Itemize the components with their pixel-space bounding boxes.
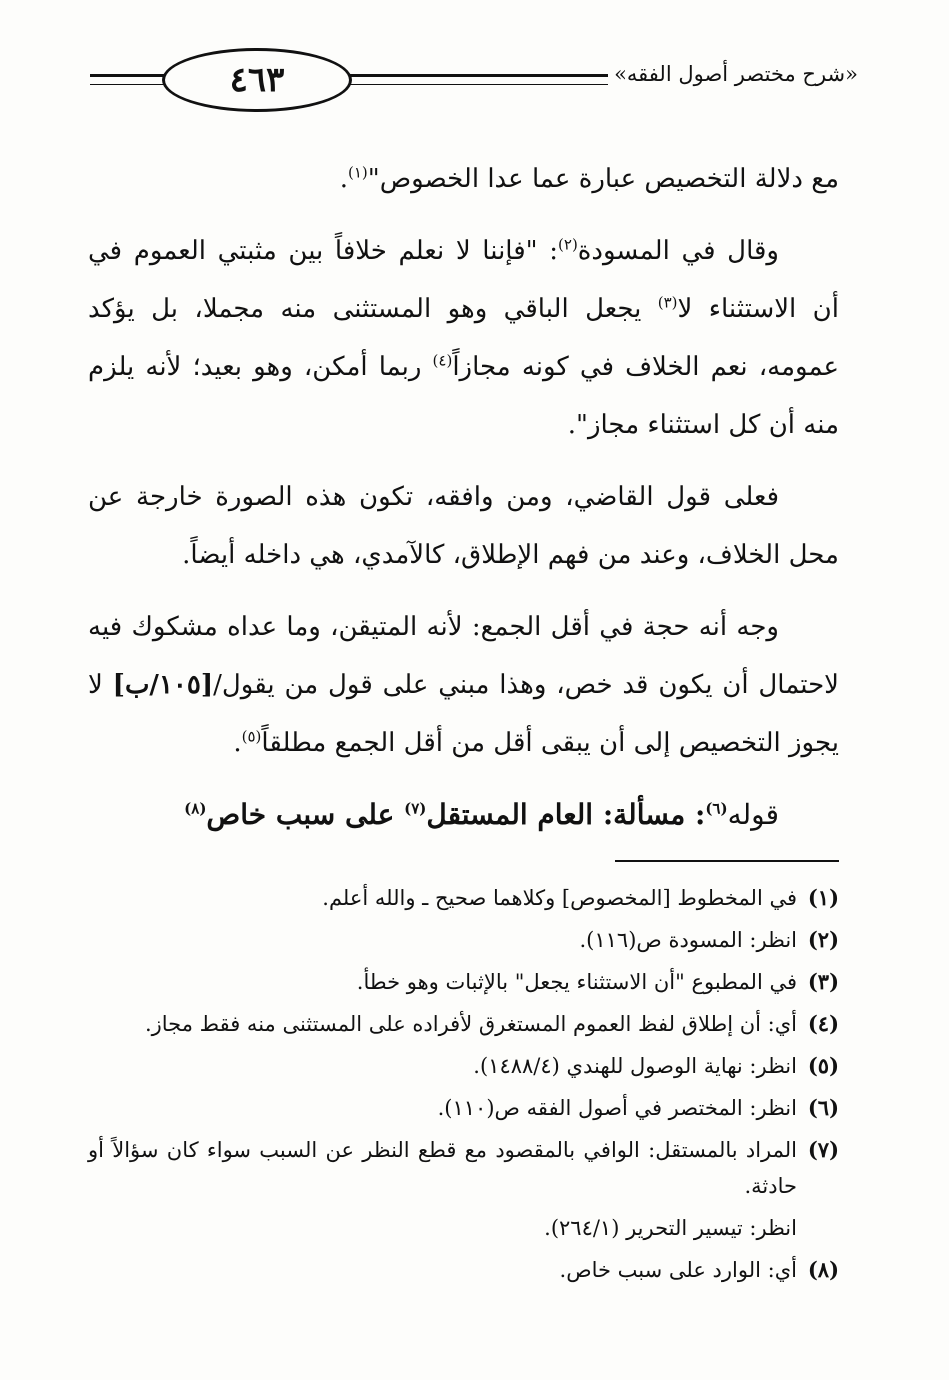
- footnote-text: انظر: نهاية الوصول للهندي (١٤٨٨/٤).: [473, 1054, 797, 1078]
- footnote-item: [88, 1090, 839, 1126]
- footnote-number: (٧): [807, 1137, 839, 1162]
- footnote-separator: [615, 860, 839, 862]
- paragraph-2-text-b: : "فإننا لا نعلم خلافاً بين مثبتي العموم في أن الاستثناء لا: [88, 236, 840, 324]
- footnote-ref-7: (٧): [404, 799, 427, 818]
- footnote-text: انظر: تيسير التحرير (٢٦٤/١).: [544, 1216, 797, 1240]
- footnote-ref-3: (٣): [657, 293, 678, 312]
- footnotes: [88, 880, 839, 1294]
- footnote-number: [797, 1210, 839, 1246]
- footnote-text: المراد بالمستقل: الوافي بالمقصود مع قطع النظر عن السبب سواء كان سؤالاً أو حادثة.: [88, 1138, 797, 1198]
- main-text: [88, 150, 839, 858]
- footnote-number: (٦): [807, 1095, 839, 1120]
- footnote-number: (٢): [807, 927, 839, 952]
- issue-heading-c: على سبب خاص: [206, 798, 405, 831]
- footnote-item: [88, 1132, 839, 1204]
- footnote-text: انظر: المسودة ص(١١٦).: [579, 928, 797, 952]
- footnote-item: [88, 1048, 839, 1084]
- footnote-text: أي: أن إطلاق لفظ العموم المستغرق لأفراده على المستثنى منه فقط مجاز.: [144, 1012, 797, 1036]
- page-header: [90, 40, 858, 120]
- paragraph-4-end: .: [233, 728, 242, 758]
- paragraph-2-text-c: يجعل الباقي وهو المستثنى منه مجملا، بل يؤكد عمومه، نعم الخلاف في كونه مجازاً: [88, 294, 839, 382]
- footnote-number: (٥): [807, 1053, 839, 1078]
- footnote-text: انظر: المختصر في أصول الفقه ص(١١٠).: [437, 1096, 797, 1120]
- footnote-text: في المخطوط [المخصوص] وكلاهما صحيح ـ والله أعلم.: [322, 886, 797, 910]
- footnote-number: (٣): [807, 969, 839, 994]
- issue-heading: [88, 786, 839, 844]
- page-number: ٤٦٣: [162, 48, 352, 112]
- paragraph-4: [88, 598, 839, 772]
- paragraph-3: فعلى قول القاضي، ومن وافقه، تكون هذه الصورة خارجة عن محل الخلاف، وعند من فهم الإطلاق، كالآمدي، هي داخله أيضاً.: [88, 482, 839, 570]
- footnote-item: [88, 922, 839, 958]
- paragraph-1: [88, 150, 839, 208]
- footnote-ref-4: (٤): [432, 351, 453, 370]
- paragraph-1-end: .: [339, 164, 348, 194]
- paragraph-2: [88, 222, 839, 454]
- issue-heading-a: قوله: [727, 798, 779, 831]
- footnote-ref-8: (٨): [184, 799, 207, 818]
- footnote-ref-1: (١): [347, 163, 368, 182]
- footnote-item: [88, 1252, 839, 1288]
- footnote-ref-6: (٦): [705, 799, 728, 818]
- paragraph-4-text-a: وجه أنه حجة في أقل الجمع: لأنه المتيقن، وما عداه مشكوك فيه لاحتمال أن يكون قد خص، وهذا مبني على قول من يقول/: [88, 612, 839, 700]
- paragraph-2-text-d: ربما أمكن، وهو بعيد؛ لأنه يلزم منه أن كل استثناء مجاز".: [88, 352, 839, 440]
- running-title: «شرح مختصر أصول الفقه»: [608, 62, 858, 86]
- footnote-number: (٨): [807, 1257, 839, 1282]
- footnote-item: [88, 880, 839, 916]
- footnote-text: أي: الوارد على سبب خاص.: [559, 1258, 797, 1282]
- paragraph-2-text-a: وقال في المسودة: [577, 236, 779, 266]
- manuscript-folio-ref: [١٠٥/ب]: [112, 670, 214, 700]
- footnote-number: (٤): [807, 1011, 839, 1036]
- footnote-ref-5: (٥): [241, 727, 262, 746]
- footnote-item: [88, 964, 839, 1000]
- paragraph-1-text: مع دلالة التخصيص عبارة عما عدا الخصوص": [367, 164, 839, 194]
- footnote-text: في المطبوع "أن الاستثناء يجعل" بالإثبات وهو خطأ.: [356, 970, 797, 994]
- footnote-number: (١): [807, 885, 839, 910]
- footnote-item-continued: [88, 1210, 839, 1246]
- footnote-ref-2: (٢): [558, 235, 578, 254]
- issue-heading-b: : مسألة: العام المستقل: [426, 798, 706, 831]
- footnote-item: [88, 1006, 839, 1042]
- paragraph-4-text-b: لا يجوز التخصيص إلى أن يبقى أقل من أقل الجمع مطلقاً: [88, 670, 839, 758]
